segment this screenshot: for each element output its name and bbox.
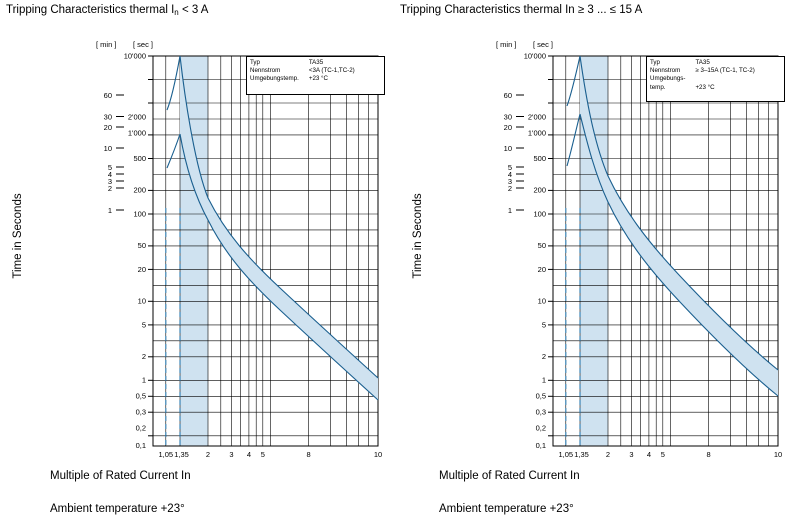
legend-val-2-left: +23 °C — [308, 75, 329, 83]
chart-svg-right — [394, 48, 788, 458]
svg-text:2: 2 — [141, 352, 146, 361]
legend-box-right — [646, 56, 785, 102]
svg-text:1: 1 — [107, 206, 112, 215]
svg-text:1,05: 1,05 — [558, 450, 574, 458]
svg-text:2: 2 — [605, 450, 611, 458]
svg-text:20: 20 — [103, 123, 112, 132]
plot-area-left — [0, 48, 394, 458]
svg-text:3: 3 — [507, 177, 512, 186]
svg-text:60: 60 — [503, 91, 512, 100]
dashed-markers-right — [566, 208, 580, 446]
legend-val-2-right — [689, 75, 758, 83]
svg-text:2: 2 — [205, 450, 211, 458]
curve-origin-left — [167, 56, 180, 110]
svg-text:200: 200 — [533, 185, 546, 195]
tripping-band-right — [580, 56, 778, 396]
svg-text:10'000: 10'000 — [523, 51, 546, 61]
unit-label-min-right: [ min ] — [496, 40, 517, 49]
svg-text:0,1: 0,1 — [135, 441, 146, 450]
legend-val-1-right: ≥ 3–15A (TC-1, TC-2) — [695, 67, 755, 75]
y-tick-dashes-min-left — [116, 95, 124, 210]
svg-text:10: 10 — [137, 296, 146, 306]
svg-text:3: 3 — [229, 450, 234, 458]
dashed-markers-left — [166, 208, 180, 446]
y-tick-dashes-min-right — [516, 95, 524, 210]
svg-text:60: 60 — [103, 91, 112, 100]
svg-text:8: 8 — [706, 450, 711, 458]
svg-text:5: 5 — [107, 163, 112, 172]
svg-text:20: 20 — [137, 265, 146, 274]
x-tick-labels-right — [558, 450, 782, 458]
curve-origin-lower-left — [167, 134, 180, 168]
svg-text:1'000: 1'000 — [527, 128, 546, 138]
svg-text:1: 1 — [541, 375, 546, 385]
ambient-temp-right: Ambient temperature +23° — [439, 503, 574, 515]
svg-text:100: 100 — [133, 209, 146, 219]
svg-text:2: 2 — [107, 184, 112, 193]
panel-title-left-pre: Tripping Characteristics thermal I — [6, 4, 175, 16]
svg-text:0,2: 0,2 — [135, 423, 146, 433]
x-axis-label-right: Multiple of Rated Current In — [439, 470, 580, 482]
legend-box-left — [246, 56, 385, 95]
svg-text:500: 500 — [533, 154, 546, 163]
svg-text:1: 1 — [507, 206, 512, 215]
svg-text:1,05: 1,05 — [158, 450, 174, 458]
legend-key-2-left: Umgebungstemp. — [250, 75, 299, 83]
svg-text:0,2: 0,2 — [535, 423, 546, 433]
svg-text:10: 10 — [537, 296, 546, 306]
unit-label-sec-left: [ sec ] — [133, 40, 154, 49]
svg-text:10'000: 10'000 — [123, 51, 146, 61]
plot-area-right — [394, 48, 788, 458]
svg-text:100: 100 — [533, 209, 546, 219]
x-axis-label-left: Multiple of Rated Current In — [50, 470, 191, 482]
svg-text:0,5: 0,5 — [535, 391, 546, 401]
svg-text:50: 50 — [537, 241, 546, 250]
svg-text:5: 5 — [660, 450, 665, 458]
svg-text:30: 30 — [103, 112, 112, 122]
y-tick-labels-sec-right — [524, 52, 546, 451]
legend-key-1-right: Nennstrom — [650, 67, 681, 75]
svg-text:2: 2 — [541, 352, 546, 361]
svg-text:1: 1 — [141, 375, 146, 385]
svg-text:50: 50 — [137, 241, 146, 250]
svg-text:5: 5 — [260, 450, 265, 458]
panel-title-left — [6, 4, 208, 16]
legend-val-0-left: TA35 — [308, 59, 324, 66]
svg-text:5: 5 — [507, 163, 512, 172]
y-tick-labels-min-left — [104, 91, 112, 215]
y-axis-label-right: Time in Seconds — [412, 193, 424, 279]
panel-title-left-post: < 3 A — [178, 4, 209, 16]
svg-text:5: 5 — [541, 320, 546, 330]
chart-svg-left — [0, 48, 394, 458]
svg-text:2: 2 — [507, 184, 512, 193]
svg-text:200: 200 — [133, 185, 146, 195]
svg-text:2'000: 2'000 — [527, 112, 546, 122]
y-tick-labels-min-right — [504, 91, 512, 215]
svg-text:1'000: 1'000 — [127, 128, 146, 138]
svg-text:0,5: 0,5 — [135, 391, 146, 401]
legend-key-1-left: Nennstrom — [250, 67, 281, 75]
legend-key-3-right: temp. — [650, 83, 666, 91]
x-tick-labels-left — [158, 450, 382, 458]
y-tick-labels-sec-left — [124, 52, 146, 451]
legend-key-2-right: Umgebungs- — [650, 75, 686, 83]
unit-label-min-left: [ min ] — [96, 40, 117, 49]
svg-text:0,3: 0,3 — [135, 407, 146, 417]
svg-text:8: 8 — [306, 450, 311, 458]
legend-key-0-left: Typ — [250, 59, 260, 66]
svg-text:4: 4 — [246, 450, 251, 458]
panel-title-left-sub: n — [174, 8, 179, 17]
svg-text:10: 10 — [373, 450, 383, 458]
y-ticks-left — [148, 56, 153, 436]
svg-text:0,3: 0,3 — [535, 407, 546, 417]
svg-text:3: 3 — [107, 177, 112, 186]
ambient-temp-left: Ambient temperature +23° — [50, 503, 185, 515]
svg-text:500: 500 — [133, 154, 146, 163]
svg-text:30: 30 — [503, 112, 512, 122]
svg-text:20: 20 — [537, 265, 546, 274]
chart-panel-right — [394, 0, 788, 522]
svg-text:3: 3 — [629, 450, 634, 458]
legend-val-1-left: <3A (TC-1,TC-2) — [308, 67, 355, 75]
svg-text:0,1: 0,1 — [535, 441, 546, 450]
svg-text:1,35: 1,35 — [574, 450, 589, 458]
panel-title-right — [400, 4, 642, 16]
panel-title-right-pre: Tripping Characteristics thermal In ≥ 3 ... ≤ 15 A — [400, 4, 643, 16]
legend-val-0-right: TA35 — [695, 59, 710, 66]
y-ticks-right — [548, 56, 553, 436]
y-axis-label-left: Time in Seconds — [12, 193, 24, 279]
unit-label-sec-right: [ sec ] — [533, 40, 554, 49]
tripping-band-left — [180, 56, 378, 400]
svg-text:2'000: 2'000 — [127, 112, 146, 122]
svg-text:1,35: 1,35 — [174, 450, 189, 458]
legend-key-0-right: Typ — [650, 59, 660, 66]
svg-text:5: 5 — [141, 320, 146, 330]
svg-text:4: 4 — [646, 450, 651, 458]
svg-text:10: 10 — [503, 144, 512, 153]
svg-text:20: 20 — [503, 123, 512, 132]
curve-origin-right — [567, 56, 580, 106]
svg-text:4: 4 — [107, 170, 112, 179]
legend-val-3-right: +23 °C — [695, 83, 715, 91]
svg-text:4: 4 — [507, 170, 512, 179]
svg-text:10: 10 — [773, 450, 783, 458]
svg-text:10: 10 — [103, 144, 112, 153]
